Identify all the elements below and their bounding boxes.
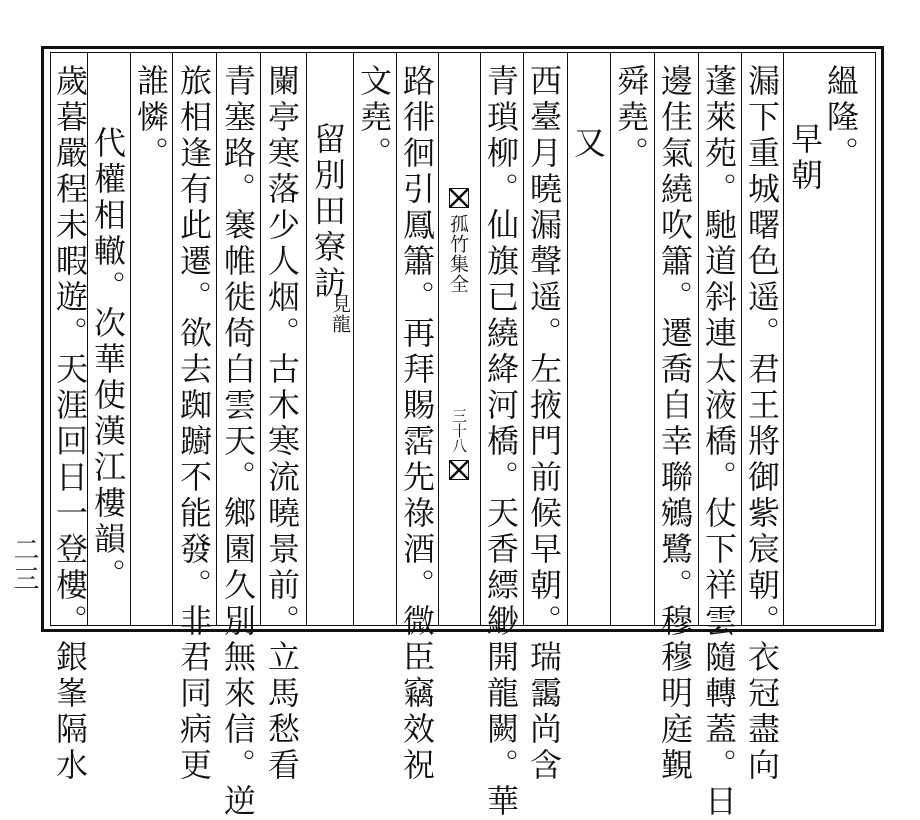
text-column: 旅相逢有此遷。欲去踟躕不能發。非君同病更: [175, 64, 213, 784]
fishtail-mark-bottom: [449, 460, 469, 480]
column-rule: [260, 53, 261, 625]
text-column: 誰憐。: [132, 64, 170, 172]
center-folio-number: 三十八: [450, 408, 468, 453]
column-rule: [523, 53, 524, 625]
column-rule: [567, 53, 568, 625]
column-rule: [306, 53, 307, 625]
column-rule: [353, 53, 354, 625]
text-column: 舜堯。: [612, 64, 650, 172]
text-column: 西臺月曉漏聲遥。左掖門前候早朝。瑞靄尚含: [525, 64, 563, 784]
text-column: 路徘徊引鳳簫。再拜賜霑先祿酒。微臣竊效祝: [398, 64, 436, 784]
center-book-title: 孤竹集全: [447, 214, 469, 294]
poem-title: 留別田寮訪: [309, 122, 347, 302]
column-rule: [396, 53, 397, 625]
column-rule: [610, 53, 611, 625]
column-rule: [480, 53, 481, 625]
column-rule: [698, 53, 699, 625]
text-column: 青塞路。褰帷徙倚白雲天。鄉園久別無來信。逆: [219, 64, 257, 820]
column-rule: [783, 53, 784, 625]
poem-title: 又: [569, 126, 607, 162]
column-rule: [216, 53, 217, 625]
column-rule: [741, 53, 742, 625]
page-number: 二三: [9, 536, 39, 594]
text-column: 文堯。: [355, 64, 393, 172]
poem-title: 早朝: [786, 122, 824, 194]
column-rule: [130, 53, 131, 625]
center-column-rule: [438, 53, 439, 625]
column-rule: [172, 53, 173, 625]
fishtail-mark-top: [449, 188, 469, 208]
column-rule: [654, 53, 655, 625]
text-column: 邊佳氣繞吹簫。遷喬自幸聯鵷鷺。穆穆明庭覲: [656, 64, 694, 784]
text-column: 青瑣柳。仙旗已繞絳河橋。天香縹緲開龍闕。華: [482, 64, 520, 820]
poem-title-note: 見龍: [329, 294, 351, 334]
text-column: 闌亭寒落少人烟。古木寒流曉景前。立馬愁看: [263, 64, 301, 784]
text-column: 漏下重城曙色遥。君王將御紫宸朝。衣冠盡向: [743, 64, 781, 784]
poem-title: 代權相轍。次華使漢江樓韻。: [89, 126, 127, 594]
text-column: 蓬萊苑。馳道斜連太液橋。仗下祥雲隨轉蓋。日: [700, 64, 738, 820]
text-column: 歲暮嚴程未暇遊。天涯回日一登樓。銀峯隔水: [51, 64, 89, 784]
text-column: 縕隆。: [822, 64, 860, 172]
